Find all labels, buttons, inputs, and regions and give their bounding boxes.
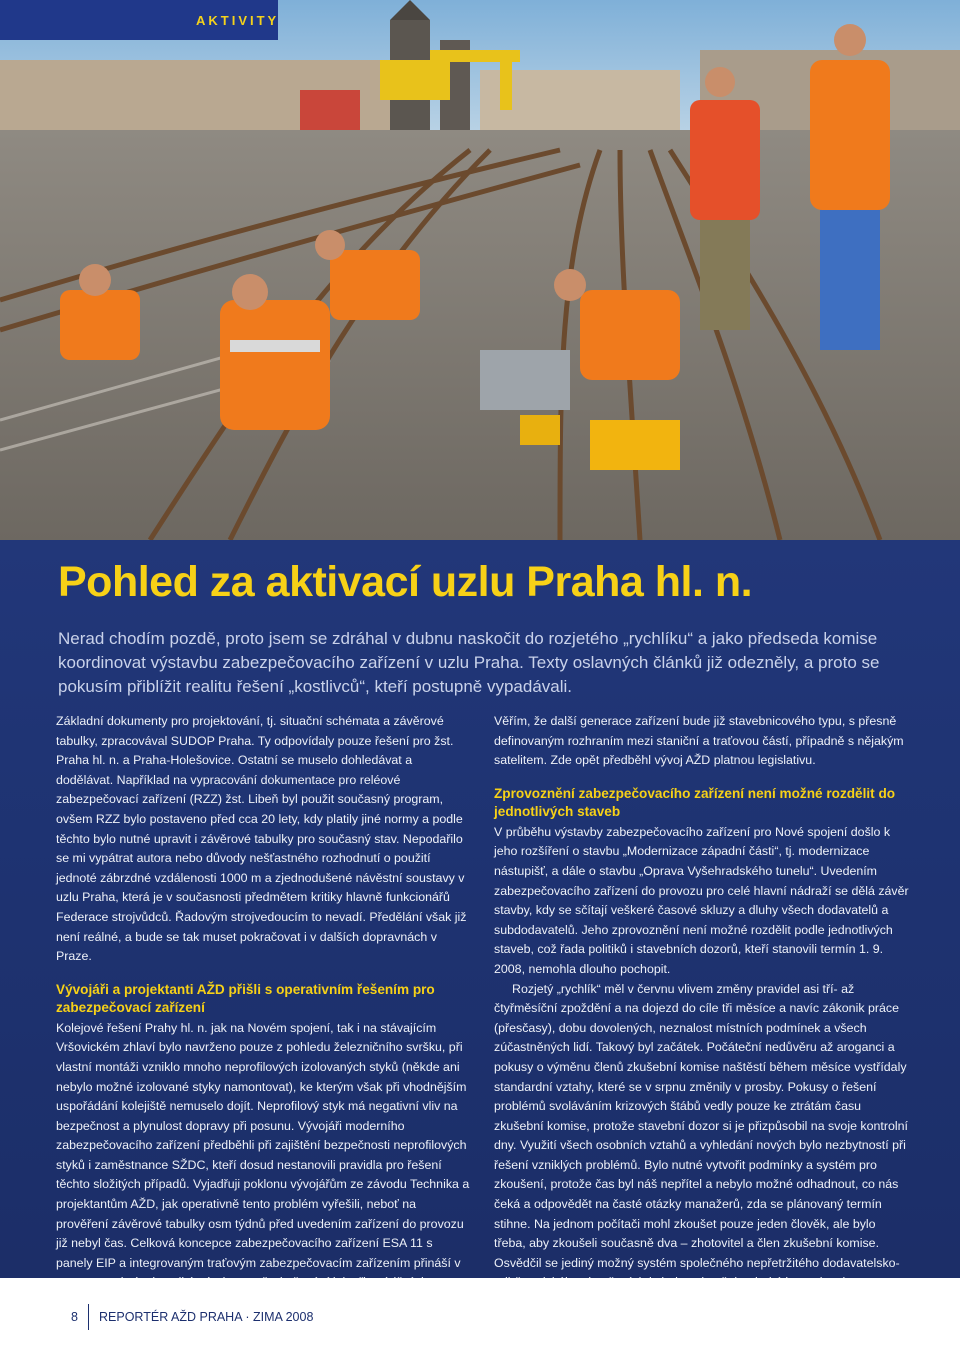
right-paragraph-3: Rozjetý „rychlík“ měl v červnu vlivem změny pravidel asi tří- až čtyřměsíční zpoždění a na dojezd do cíle tři měsíce a navíc zákonik práce (přesčasy), dobu dovolených, neznalost místních podmínek a všech zúčastněných lidí. Takový byl začátek. Počáteční nedůvěru až aroganci a pokusy o výměnu členů zkušební komise naštěstí během měsíce vystřídaly standardní vztahy, které se v srpnu změnily v prosby. Pokusy o řešení problémů svoláváním krizových štábů vedly pouze ke ztrátám času zkušební komise, protože stavební dozor si je přizpůsobil na svoje kontrolní dny. Využití všech osobních vztahů a vyhledání nových bylo nezbytností při řešení vzniklých problémů. Bylo nutné vytvořit podmínky a systém pro zkoušení, protože čas byl náš nepřítel a nebylo možné odhadnout, co nás čeká a odpovědět na časté otázky manažerů, zda se plánovaný termín stihne. Na jednom počítači mohl zkoušet pouze jeden člověk, ale bylo třeba, aby zkoušeli současně dva – zhotovitel a člen zkušební komise. Osvědčil se jediný možný systém společného nepřetržitého dodavatelsko- <box>494 981 908 1270</box>
section-tag: AKTIVITY <box>0 0 278 40</box>
hero-photo <box>0 0 960 540</box>
right-subheading: Zprovoznění zabezpečovacího zařízení není možné rozdělit do jednotlivých staveb <box>494 785 896 819</box>
right-paragraph-1: Věřím, že další generace zařízení bude již stavebnicového typu, s přesně definovaným rozhraním mezi staniční a traťovou částí, případně s nějakým satelitem. Zde opět předběhl vývoj AŽD platnou legislativu. <box>494 714 904 768</box>
publication-name: REPORTÉR AŽD PRAHA · ZIMA 2008 <box>99 1310 314 1324</box>
page-number: 8 <box>71 1310 78 1324</box>
article-title: Pohled za aktivací uzlu Praha hl. n. <box>58 558 753 606</box>
footer-divider <box>88 1304 89 1330</box>
left-column <box>56 712 471 1313</box>
left-paragraph-2: Kolejové řešení Prahy hl. n. jak na Novém spojení, tak i na stávajícím Vršovickém zhlaví bylo navrženo pouze z pohledu železničního svršku, při vlastní montáži vzniklo mnoho neprofilových izolovaných styků (někde ani nebylo možné izolované styky namontovat), ke kterým však při vhodnějším uspořádání kolejiště nemuselo dojít. Neprofilový styk má negativní vliv na bezpečnost a plynulost dopravy při posunu. Vývojáři moderního zabezpečovacího zařízení předběhli při zajištění bezpečnosti neprofilových styků i zaměstnance SŽDC, kteří dosud nestanovili pravidla pro řešení těchto složitých případů. Vyjadřuji poklonu vývojářům ze závodu Technika a projektantům AŽD, jak operativně tento problém vyřešili, neboť na prověření závěrové tabulky osm týdnů před uvedením zařízení do provozu již nebyl čas. Celková koncepce zabezpečovacího zařízení ESA 11 s panely EIP a integrovaným traťovým zabezpečovacím zařízením přináší v <box>56 1020 470 1270</box>
left-subheading: Vývojáři a projektanti AŽD přišli s operativním řešením pro zabezpečovací zařízení <box>56 981 435 1015</box>
left-paragraph-1: Základní dokumenty pro projektování, tj. situační schémata a závěrové tabulky, zpracovával SUDOP Praha. Ty odpovídaly pouze řešení pro žst. Praha hl. n. a Praha-Holešovice. Ostatní se muselo dohledávat a dodělávat. Například na vypracování dokumentace pro reléové zabezpečovací zařízení (RZZ) žst. Libeň byl použit současný program, ovšem RZZ bylo postaveno před cca 20 lety, kdy platily jiné normy a podle těchto bylo nutné upravit i závěrové tabulky pro současný stav. Nepodařilo se mi vypátrat autora nebo důvody nešťastného rozhodnutí o použití jednoté zábrzdné vzdálenosti 1000 m a zjednodušené návěstní soustavy v uzlu Praha, která je v současnosti předmětem kritiky hlavně funkcionářů Federace strojvůdců. Řadovým strojvedoucím to nevadí. Předělání však již není reálné, a bude se tak muset pokračovat i v dalších dopravnách v Praze. <box>56 714 467 964</box>
right-column <box>494 712 909 1313</box>
right-paragraph-2: V průběhu výstavby zabezpečovacího zařízení pro Nové spojení došlo k jeho rozšíření o stavbu „Modernizace západní části“, tj. modernizace nástupišť, a dále o stavbu „Oprava Vyšehradského tunelu“. Uvedením zabezpečovacího zařízení do provozu pro celé hlavní nádraží se dělá závěr stavby, kdy se sčítají veškeré časové skluzy a dluhy všech dodavatelů a subdodavatelů. Jeho zprovoznění není možné rozdělit podle jednotlivých staveb, což řada politiků i stavebních dozorů, kteří stanovili termín 1. 9. 2008, nemohla dlouho pochopit. <box>494 824 909 976</box>
page-footer <box>38 1302 313 1332</box>
article-lead: Nerad chodím pozdě, proto jsem se zdráhal v dubnu naskočit do rozjetého „rychlíku“ a jako předseda komise koordinovat výstavbu zabezpečovacího zařízení v uzlu Praha. Texty oslavných článků již odezněly, a proto se pokusím přiblížit realitu řešení „kostlivců“, kteří postupně vypadávali. <box>58 629 880 696</box>
